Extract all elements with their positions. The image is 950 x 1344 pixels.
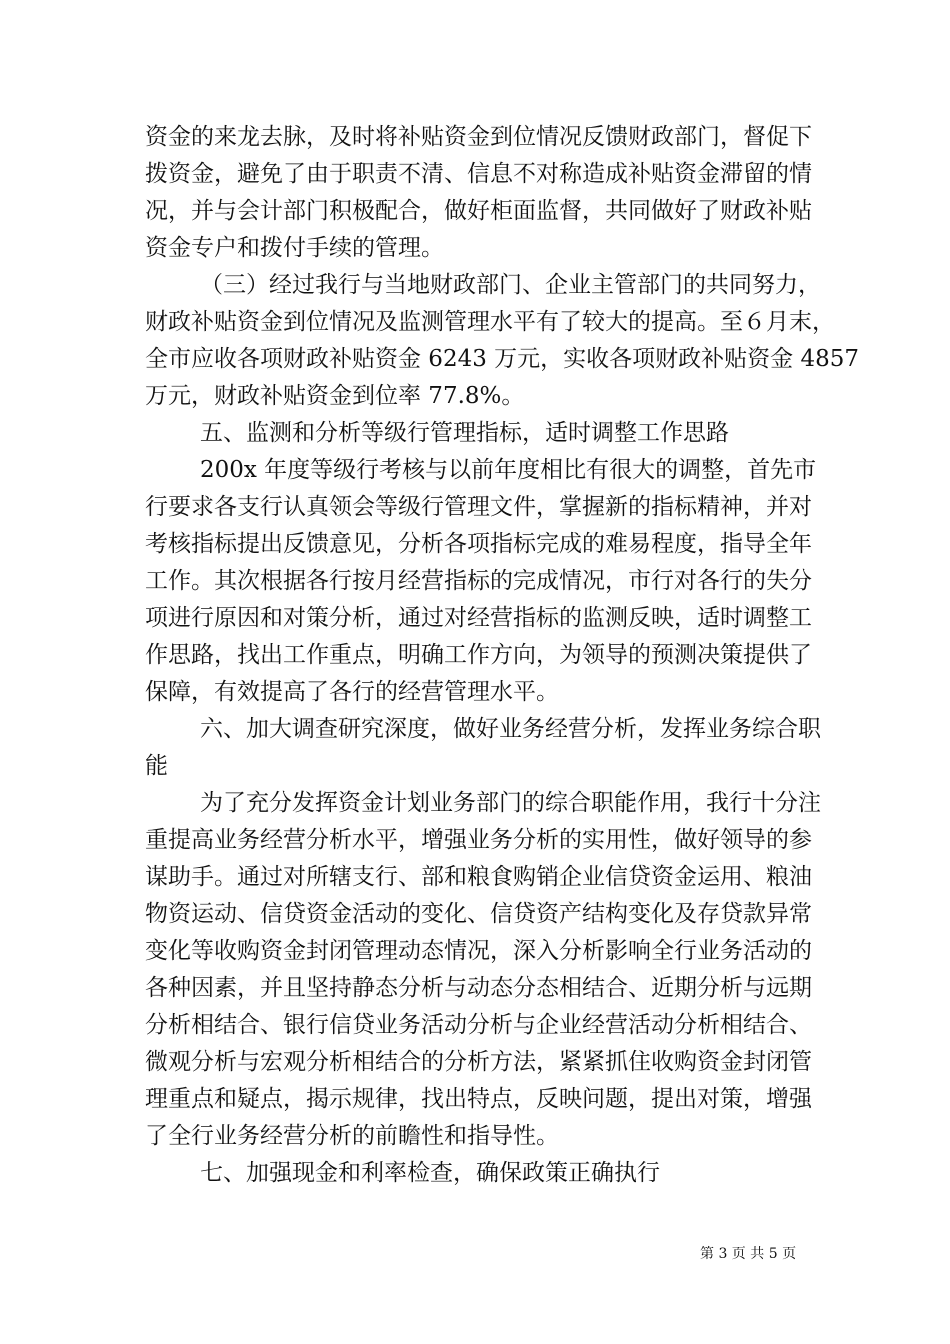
text-line: 拨资金，避免了由于职责不清、信息不对称造成补贴资金滞留的情 xyxy=(145,161,812,187)
section-heading-continuation: 能 xyxy=(145,753,168,779)
section-heading: 七、加强现金和利率检查，确保政策正确执行 xyxy=(200,1160,660,1186)
page-number: 第 3 页 共 5 页 xyxy=(700,1246,797,1262)
text-line: 重提高业务经营分析水平，增强业务分析的实用性，做好领导的参 xyxy=(145,827,812,853)
text-line: 200x 年度等级行考核与以前年度相比有很大的调整，首先市 xyxy=(200,457,817,483)
text-line: 况，并与会计部门积极配合，做好柜面监督，共同做好了财政补贴 xyxy=(145,198,812,224)
section-heading: 六、加大调查研究深度，做好业务经营分析，发挥业务综合职 xyxy=(200,716,821,742)
text-line: 考核指标提出反馈意见，分析各项指标完成的难易程度，指导全年 xyxy=(145,531,812,557)
text-line: 工作。其次根据各行按月经营指标的完成情况，市行对各行的失分 xyxy=(145,568,812,594)
text-line: 变化等收购资金封闭管理动态情况，深入分析影响全行业务活动的 xyxy=(145,938,812,964)
text-line: 行要求各支行认真领会等级行管理文件，掌握新的指标精神，并对 xyxy=(145,494,812,520)
text-line: 资金的来龙去脉，及时将补贴资金到位情况反馈财政部门，督促下 xyxy=(145,124,812,150)
text-line: （三）经过我行与当地财政部门、企业主管部门的共同努力， xyxy=(200,272,821,298)
text-line: 物资运动、信贷资金活动的变化、信贷资产结构变化及存贷款异常 xyxy=(145,901,812,927)
text-line: 资金专户和拨付手续的管理。 xyxy=(145,235,444,261)
text-line: 全市应收各项财政补贴资金 6243 万元，实收各项财政补贴资金 4857 xyxy=(145,346,859,372)
text-line: 万元，财政补贴资金到位率 77.8%。 xyxy=(145,383,525,409)
text-line: 保障，有效提高了各行的经营管理水平。 xyxy=(145,679,559,705)
text-line: 谋助手。通过对所辖支行、部和粮食购销企业信贷资金运用、粮油 xyxy=(145,864,812,890)
text-line: 项进行原因和对策分析，通过对经营指标的监测反映，适时调整工 xyxy=(145,605,812,631)
text-line: 理重点和疑点，揭示规律，找出特点，反映问题，提出对策，增强 xyxy=(145,1086,812,1112)
text-line: 为了充分发挥资金计划业务部门的综合职能作用，我行十分注 xyxy=(200,790,821,816)
text-line: 各种因素，并且坚持静态分析与动态分态相结合、近期分析与远期 xyxy=(145,975,812,1001)
text-line: 财政补贴资金到位情况及监测管理水平有了较大的提高。至６月末， xyxy=(145,309,835,335)
text-line: 作思路，找出工作重点，明确工作方向，为领导的预测决策提供了 xyxy=(145,642,812,668)
text-line: 分析相结合、银行信贷业务活动分析与企业经营活动分析相结合、 xyxy=(145,1012,812,1038)
section-heading: 五、监测和分析等级行管理指标，适时调整工作思路 xyxy=(200,420,729,446)
text-line: 微观分析与宏观分析相结合的分析方法，紧紧抓住收购资金封闭管 xyxy=(145,1049,812,1075)
text-line: 了全行业务经营分析的前瞻性和指导性。 xyxy=(145,1123,559,1149)
